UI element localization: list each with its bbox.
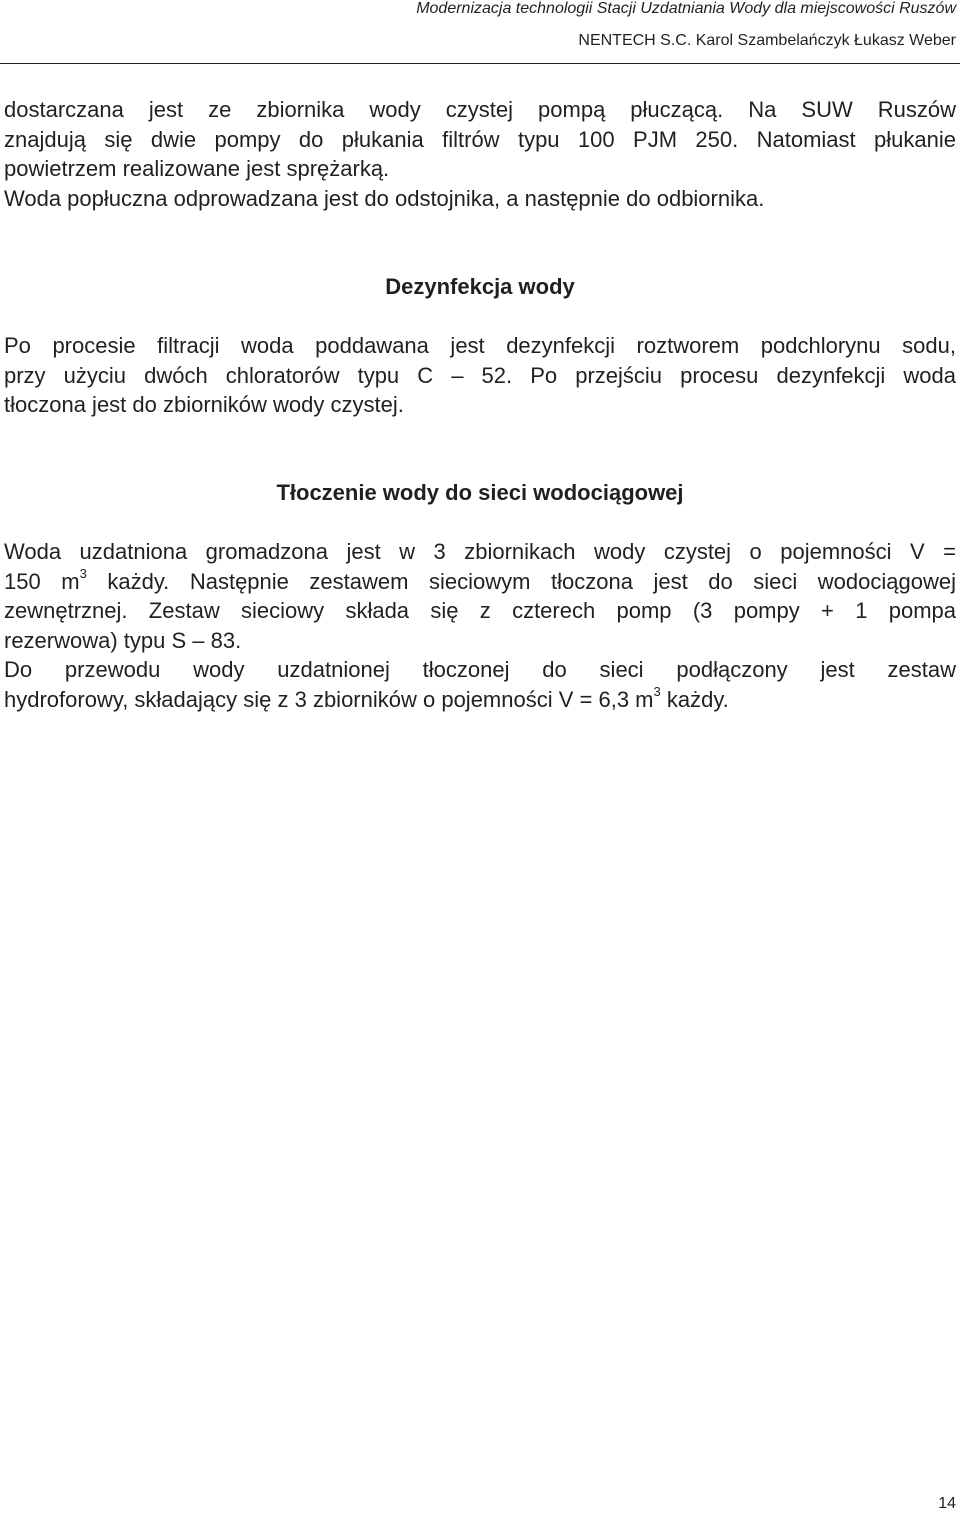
volume-text: 150 m xyxy=(4,568,80,594)
superscript: 3 xyxy=(653,684,661,700)
paragraph-line xyxy=(4,567,956,597)
intro-paragraph xyxy=(4,95,956,213)
paragraph-line: dostarczana jest ze zbiornika wody czystej pompą płuczącą. Na SUW Ruszów xyxy=(4,97,956,122)
page-header xyxy=(416,0,956,50)
disinfection-paragraph xyxy=(4,331,956,420)
document-authors: NENTECH S.C. Karol Szambelańczyk Łukasz Weber xyxy=(578,32,956,49)
paragraph-text: każdy. xyxy=(660,686,729,712)
paragraph-line: zewnętrznej. Zestaw sieciowy składa się z czterech pomp (3 pompy + 1 pompa xyxy=(4,598,956,623)
paragraph-line: Woda uzdatniona gromadzona jest w 3 zbiornikach wody czystej o pojemności V = xyxy=(4,539,956,564)
paragraph-line: znajdują się dwie pompy do płukania filtrów typu 100 PJM 250. Natomiast płukanie xyxy=(4,126,956,152)
paragraph-line: przy użyciu dwóch chloratorów typu C – 52. Po przejściu procesu dezynfekcji woda xyxy=(4,362,956,388)
paragraph-line xyxy=(4,685,956,715)
paragraph-line: powietrzem realizowane jest sprężarką. xyxy=(4,156,390,181)
section-heading-disinfection: Dezynfekcja wody xyxy=(385,274,575,299)
paragraph-line: rezerwowa) typu S – 83. xyxy=(4,627,242,653)
document-title: Modernizacja technologii Stacji Uzdatniania Wody dla miejscowości Ruszów xyxy=(416,0,956,17)
pumping-paragraph xyxy=(4,537,956,714)
paragraph-text: każdy. Następnie zestawem sieciowym tłoczona jest do sieci wodociągowej xyxy=(86,568,956,594)
superscript: 3 xyxy=(79,566,87,582)
paragraph-line: Woda popłuczna odprowadzana jest do odstojnika, a następnie do odbiornika. xyxy=(4,185,765,211)
section-heading-pumping: Tłoczenie wody do sieci wodociągowej xyxy=(276,480,684,505)
paragraph-text: hydroforowy, składający się z 3 zbiorników o pojemności V = 6,3 m xyxy=(4,686,654,712)
page-number: 14 xyxy=(938,1495,956,1512)
paragraph-line: Do przewodu wody uzdatnionej tłoczonej do sieci podłączony jest zestaw xyxy=(4,657,956,682)
paragraph-line: tłoczona jest do zbiorników wody czystej. xyxy=(4,392,404,417)
paragraph-line: Po procesie filtracji woda poddawana jest dezynfekcji roztworem podchlorynu sodu, xyxy=(4,333,956,358)
header-divider xyxy=(0,63,960,64)
